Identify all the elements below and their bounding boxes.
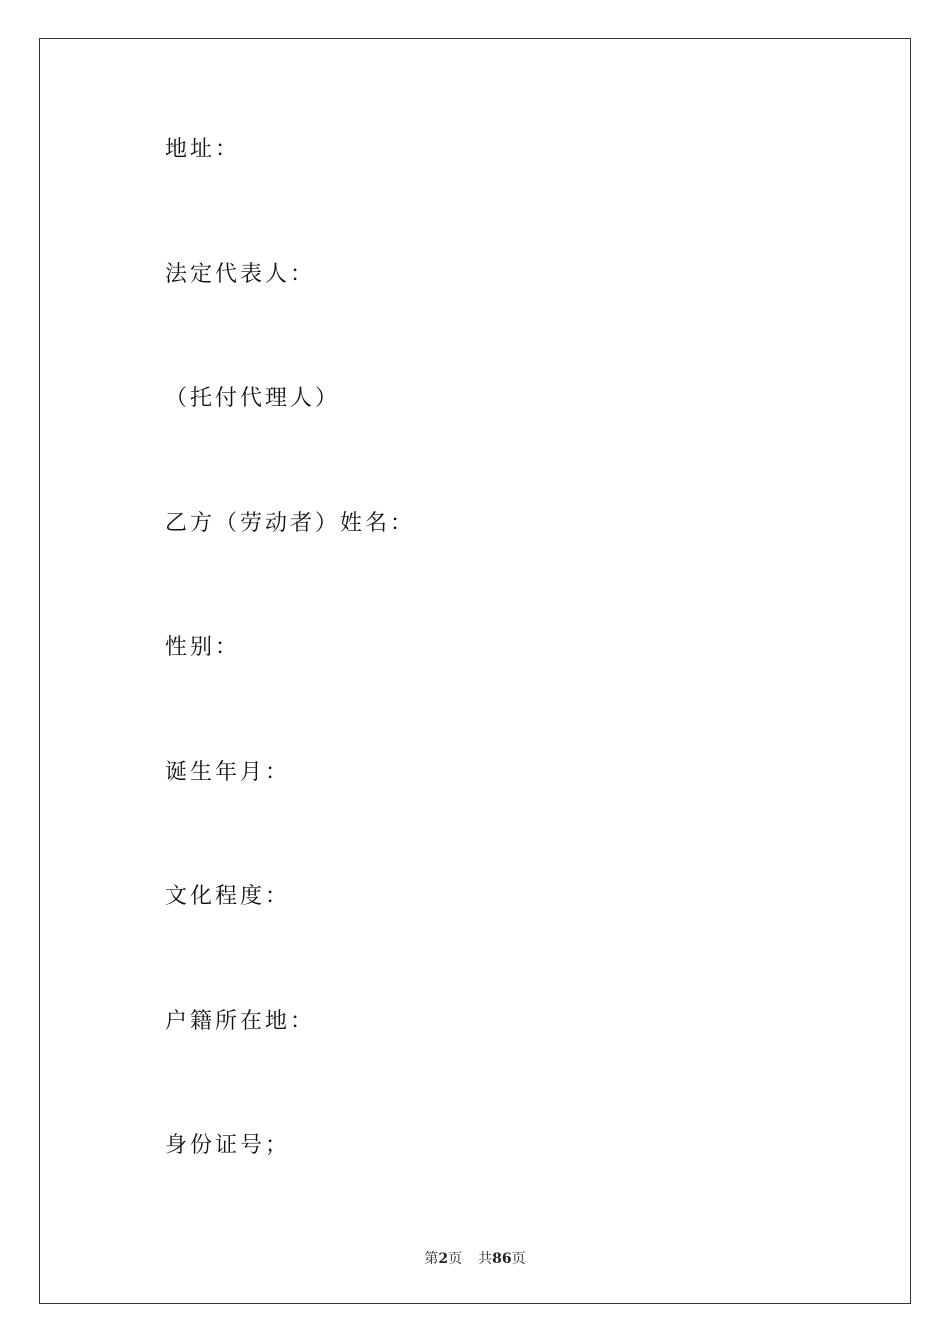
total-pages: 86 [492,1251,512,1267]
authorized-agent-label: （托付代理人） [165,386,341,411]
household-registration-label: 户籍所在地： [165,1009,316,1034]
education-label: 文化程度： [165,884,291,909]
address-label: 地址： [165,137,241,162]
total-suffix: 页 [511,1251,526,1267]
page-suffix: 页 [448,1251,463,1267]
page-number: 2 [438,1251,449,1267]
total-prefix: 共 [478,1251,493,1267]
page-prefix: 第 [424,1251,439,1267]
birth-date-label: 诞生年月： [165,760,291,785]
legal-representative-label: 法定代表人： [165,262,316,287]
id-number-label: 身份证号； [165,1133,291,1158]
party-b-name-label: 乙方（劳动者）姓名： [165,511,416,536]
page-border [39,38,911,1304]
page-footer [0,1248,950,1268]
gender-label: 性别： [165,635,241,660]
